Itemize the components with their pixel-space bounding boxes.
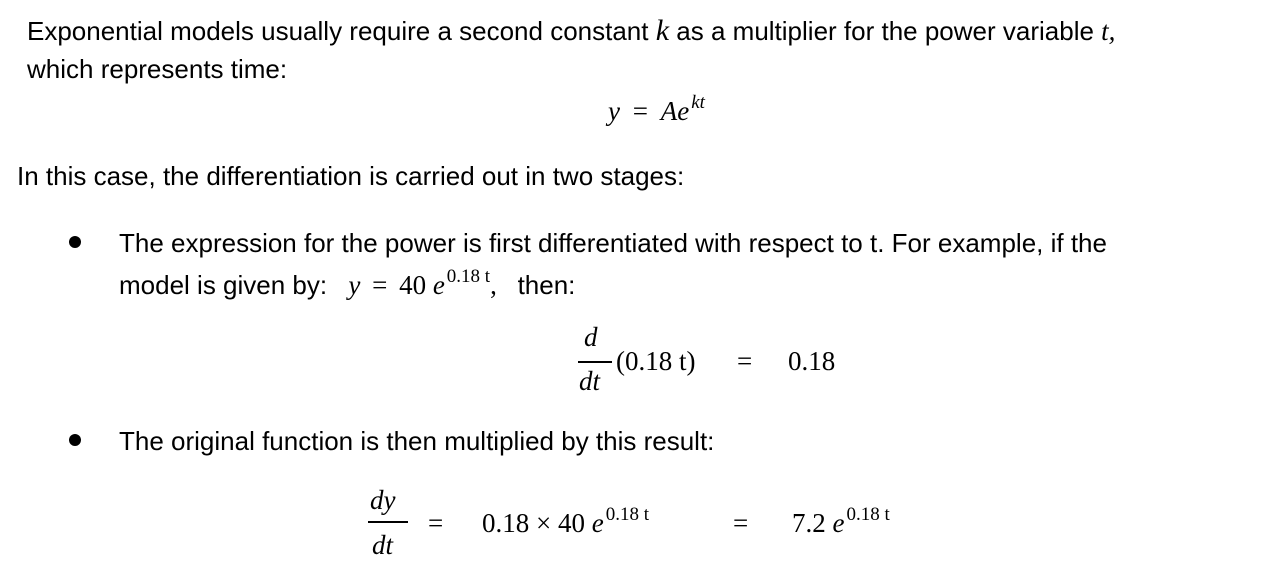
intro-line-1: [27, 16, 1115, 46]
derivative-2-expression: [482, 504, 649, 539]
derivative-1-numerator: d: [584, 322, 598, 352]
variable-t: t,: [1101, 16, 1116, 46]
model-equals: =: [372, 270, 388, 300]
formula-y: y: [608, 96, 620, 126]
case-text: In this case, the differentiation is carried out in two stages:: [17, 161, 685, 191]
bullet-1-line-2: [119, 266, 576, 300]
formula-equals: =: [632, 96, 648, 126]
model-given-text: model is given by:: [119, 270, 328, 300]
model-coefficient: 40: [399, 270, 427, 300]
model-comma: ,: [490, 270, 497, 300]
constant-k: k: [655, 14, 670, 47]
derivative-2-numerator: dy: [370, 485, 396, 515]
model-exponent: 0.18 t: [446, 266, 491, 287]
intro-line-2: which represents time:: [27, 54, 288, 84]
derivative-1-expression: (0.18 t): [616, 346, 696, 376]
formula-A: A: [660, 96, 678, 126]
derivative-2-equals-2: =: [733, 508, 749, 538]
bullet-point-2: [69, 434, 81, 446]
bullet-point-1: [69, 236, 81, 248]
derivative-2-exponent-2: 0.18 t: [846, 504, 890, 525]
model-formula: [348, 266, 503, 300]
intro-text-before-k: Exponential models usually require a second constant: [27, 16, 649, 46]
formula-exponential-model: [608, 92, 705, 127]
bullet-1-line-1: The expression for the power is first differentiated with respect to t. For example, if the: [119, 228, 1107, 258]
then-text: then:: [517, 270, 576, 300]
model-e: e: [432, 270, 445, 300]
derivative-1-result: 0.18: [788, 346, 836, 376]
derivative-2-e-1: e: [591, 508, 604, 538]
formula-exponent: kt: [691, 92, 705, 113]
bullet-2-line-1: The original function is then multiplied by this result:: [119, 426, 715, 456]
derivative-2-result: [792, 504, 890, 539]
derivative-2-exponent-1: 0.18 t: [605, 504, 649, 525]
derivative-2-e-2: e: [832, 508, 845, 538]
derivative-1-fraction-bar: [578, 361, 612, 363]
formula-e: e: [677, 96, 690, 126]
derivative-1-equals: =: [737, 346, 753, 376]
derivative-2-denominator: dt: [372, 530, 394, 560]
derivative-2-product: 0.18 × 40: [482, 508, 585, 538]
derivative-2-result-coefficient: 7.2: [792, 508, 826, 538]
derivative-2-fraction-bar: [368, 521, 408, 523]
model-y: y: [348, 270, 361, 300]
intro-text-middle: as a multiplier for the power variable: [676, 16, 1094, 46]
derivative-2-equals-1: =: [428, 508, 444, 538]
derivative-1-denominator: dt: [579, 366, 601, 396]
